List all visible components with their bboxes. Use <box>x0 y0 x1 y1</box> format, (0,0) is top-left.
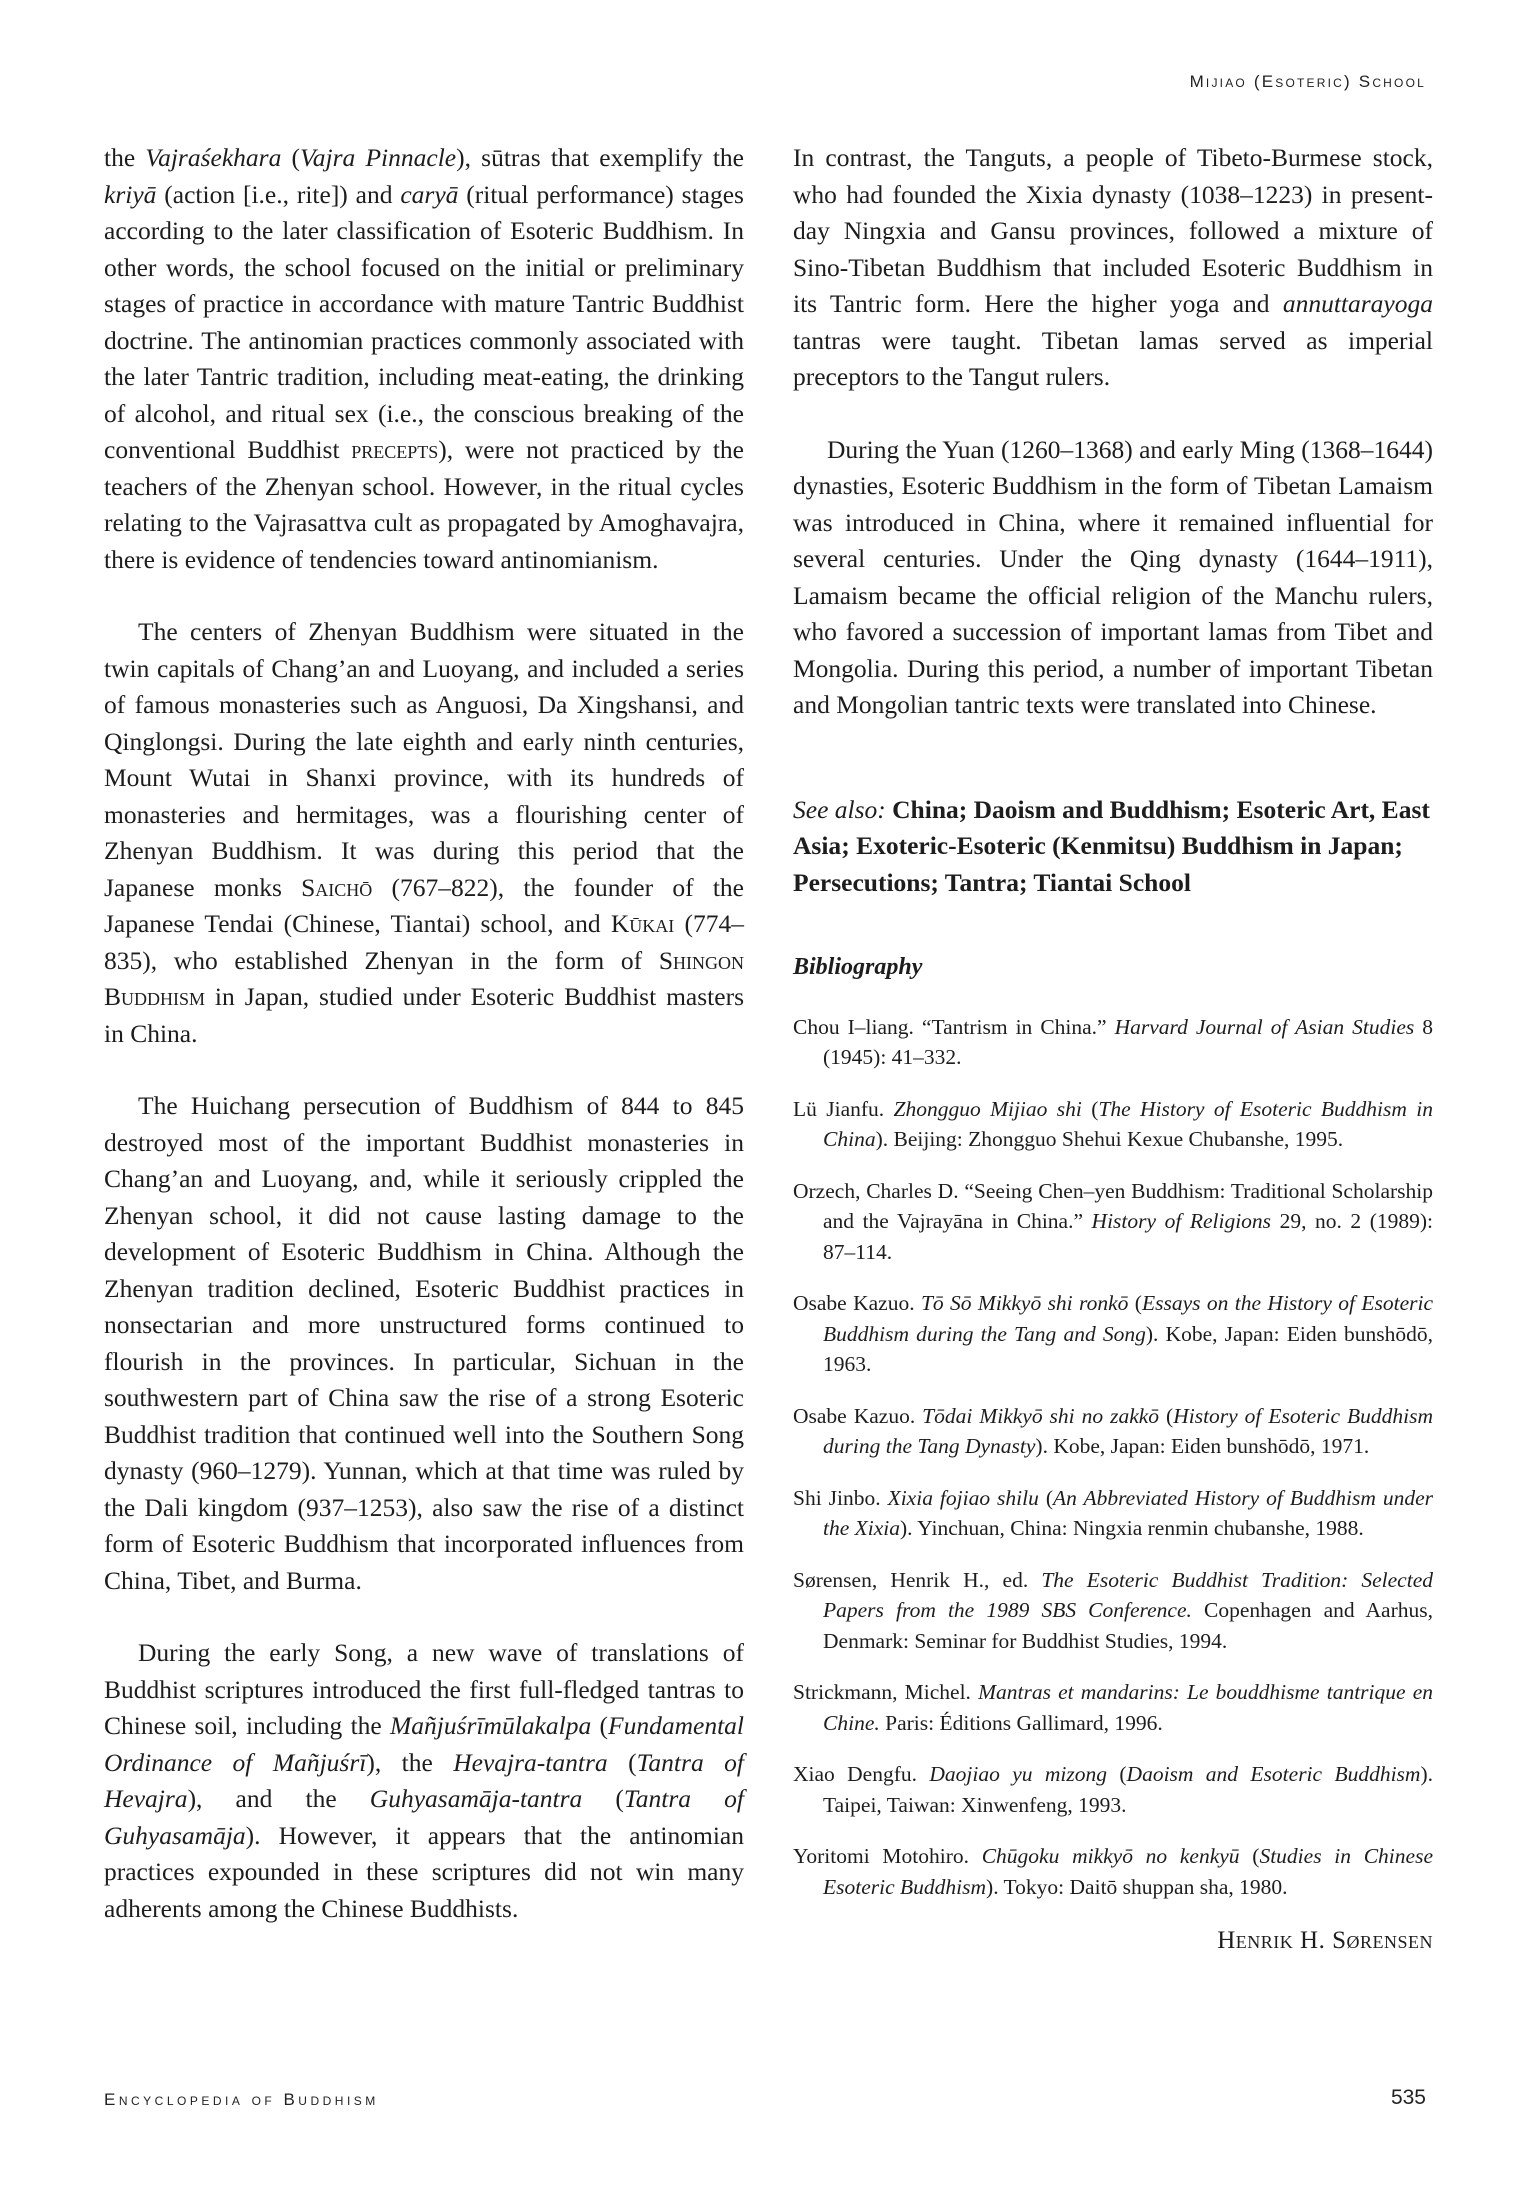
text-run: the <box>104 143 146 172</box>
see-also-link[interactable]: Tiantai School <box>1033 867 1191 897</box>
text-run: During the early Song, a new wave of translations of Buddhist scriptures introduced the first full-fledged tantras to Chinese soil, including the <box>104 1638 744 1740</box>
see-also-link[interactable]: Persecutions <box>793 867 931 897</box>
cross-reference-link[interactable]: Kūkai <box>610 909 675 938</box>
text-run: In contrast, the Tanguts, a people of Tibeto-Burmese stock, who had founded the Xixia dynasty (1038–1223) in present-day Ningxia and Gansu provinces, followed a mixture of Sino-Tibetan Buddhism that included Esoteric Buddhism in its Tantric form. Here the higher yoga and <box>793 143 1433 318</box>
see-also-link[interactable]: China <box>892 794 959 824</box>
italic-term: Mañjuśrīmūlakalpa <box>390 1711 592 1740</box>
left-column <box>104 140 744 1963</box>
see-also-link[interactable]: Esoteric Art, East Asia <box>793 794 1430 860</box>
cross-reference-link[interactable]: Saichō <box>301 872 373 902</box>
text-run: ), sūtras that exemplify the <box>456 143 744 172</box>
italic-term: Tantra of Hevajra <box>104 1747 744 1813</box>
text-run: (767–822), the founder of the Japanese Tendai (Chinese, Tiantai) school, and <box>104 872 744 938</box>
bibliography-entry: Lü Jianfu. Zhongguo Mijiao shi (The History of Esoteric Buddhism in China). Beijing: Zhongguo Shehui Kexue Chubanshe, 1995. <box>793 1096 1433 1151</box>
author-signature: Henrik H. Sørensen <box>1217 1927 1433 1954</box>
text-run: ). However, it appears that the antinomian practices expounded in these scriptures did not win many adherents among the Chinese Buddhists. <box>104 1820 744 1923</box>
text-run: The centers of Zhenyan Buddhism were situated in the twin capitals of Chang’an and Luoyang, and included a series of famous monasteries such as Anguosi, Da Xingshansi, and Qinglongsi. During the late eighth and early ninth centuries, Mount Wutai in Shanxi province, with its hundreds of monasteries and hermitages, was a flourishing center of Zhenyan Buddhism. It was during this period that the Japanese monks <box>104 617 744 902</box>
bibliography-entry: Chou I–liang. “Tantrism in China.” Harvard Journal of Asian Studies 8 (1945): 41–332. <box>793 1014 1433 1069</box>
italic-term: Vajraśekhara <box>145 143 282 172</box>
cross-reference-link[interactable]: precepts <box>351 435 439 464</box>
italic-term: Tantra of Guhyasamāja <box>104 1784 744 1850</box>
bibliography-entry: Shi Jinbo. Xixia fojiao shilu (An Abbreviated History of Buddhism under the Xixia). Yinchuan, China: Ningxia renmin chubanshe, 1988. <box>793 1485 1433 1540</box>
bibliography-entry: Osabe Kazuo. Tō Sō Mikkyō shi ronkō (Essays on the History of Esoteric Buddhism during the Tang and Song). Kobe, Japan: Eiden bunshōdō, 1963. <box>793 1291 1434 1376</box>
text-run: (774–835), who established Zhenyan in the form of <box>104 909 744 975</box>
bibliography-entry: Sørensen, Henrik H., ed. The Esoteric Buddhist Tradition: Selected Papers from the 1989 SBS Conference. Copenhagen and Aarhus, Denmark: Seminar for Buddhist Studies, 1994. <box>793 1567 1434 1653</box>
paragraph: The Huichang persecution of Buddhism of 844 to 845 destroyed most of the important Buddhist monasteries in Chang’an and Luoyang, and, while it seriously crippled the Zhenyan school, it did not cause lasting damage to the development of Esoteric Buddhism in China. Although the Zhenyan tradition declined, Esoteric Buddhist practices in nonsectarian and more unstructured forms continued to flourish in the provinces. In particular, Sichuan in the southwestern part of China saw the rise of a strong Esoteric Buddhist tradition that continued well into the Southern Song dynasty (960–1279). Yunnan, which at that time was ruled by the Dali kingdom (937–1253), also saw the rise of a distinct form of Esoteric Buddhism that incorporated influences from China, Tibet, and Burma. <box>104 1091 744 1595</box>
paragraph <box>793 140 1433 396</box>
text-run: (ritual performance) stages according to the later classification of Esoteric Buddhism. In other words, the school focused on the initial or preliminary stages of practice in accordance with mature Tantric Buddhist doctrine. The antinomian practices commonly associated with the later Tantric tradition, including meat-eating, the drinking of alcohol, and ritual sex (i.e., the conscious breaking of the conventional Buddhist <box>104 179 744 464</box>
cross-reference-link[interactable]: Shingon Buddhism <box>104 945 744 1011</box>
bibliography-entry: Orzech, Charles D. “Seeing Chen–yen Buddhism: Traditional Scholarship and the Vajrayāna in China.” History of Religions 29, no. 2 (1989): 87–114. <box>793 1178 1433 1264</box>
see-also-links: China; Daoism and Buddhism; Esoteric Art, East Asia; Exoteric-Esoteric (Kenmitsu) Buddhism in Japan; Persecutions; Tantra; Tiantai School <box>793 794 1430 897</box>
see-also-link[interactable]: Tantra <box>944 867 1019 897</box>
italic-term: annuttarayoga <box>1282 289 1433 318</box>
right-column <box>793 140 1433 1960</box>
see-also-label: See also: <box>793 794 886 824</box>
text-run: ), and the <box>187 1784 370 1813</box>
bibliography-entry: Osabe Kazuo. Tōdai Mikkyō shi no zakkō (History of Esoteric Buddhism during the Tang Dynasty). Kobe, Japan: Eiden bunshōdō, 1971. <box>793 1403 1433 1458</box>
footer-book-title: Encyclopedia of Buddhism <box>104 2090 379 2109</box>
italic-term: kriyā <box>104 179 157 209</box>
text-run: tantras were taught. Tibetan lamas served as imperial preceptors to the Tangut rulers. <box>793 325 1433 391</box>
text-run: ( <box>591 1711 609 1740</box>
italic-term: Guhyasamāja-tantra <box>369 1784 583 1813</box>
see-also <box>793 792 1433 902</box>
text-run: ( <box>582 1784 624 1813</box>
running-head: Mijiao (Esoteric) School <box>1189 72 1426 91</box>
see-also-link[interactable]: Exoteric-Esoteric (Kenmitsu) Buddhism in Japan <box>856 831 1395 860</box>
bibliography-entry: Yoritomi Motohiro. Chūgoku mikkyō no kenkyū (Studies in Chinese Esoteric Buddhism). Tokyo: Daitō shuppan sha, 1980. <box>793 1844 1433 1899</box>
paragraph <box>104 140 744 578</box>
see-also-link[interactable]: Daoism and Buddhism <box>973 794 1222 824</box>
page-number: 535 <box>1390 2086 1426 2109</box>
italic-term: Fundamental Ordinance of Mañjuśrī <box>104 1711 744 1777</box>
bibliography-heading: Bibliography <box>793 954 923 980</box>
paragraph <box>104 1635 744 1927</box>
italic-term: Hevajra-tantra <box>453 1747 608 1777</box>
italic-term: Vajra Pinnacle <box>300 143 457 172</box>
bibliography-entry: Strickmann, Michel. Mantras et mandarins: Le bouddhisme tantrique en Chine. Paris: Éditions Gallimard, 1996. <box>793 1680 1433 1735</box>
paragraph <box>104 614 744 1052</box>
bibliography-list <box>793 1012 1433 1903</box>
text-run: ), were not practiced by the teachers of the Zhenyan school. However, in the ritual cycles relating to the Vajrasattva cult as propagated by Amoghavajra, there is evidence of tendencies toward antinomianism. <box>104 435 744 574</box>
text-run: in Japan, studied under Esoteric Buddhist masters in China. <box>104 982 744 1048</box>
bibliography-entry: Xiao Dengfu. Daojiao yu mizong (Daoism and Esoteric Buddhism). Taipei, Taiwan: Xinwenfeng, 1993. <box>793 1762 1433 1817</box>
paragraph: During the Yuan (1260–1368) and early Ming (1368–1644) dynasties, Esoteric Buddhism in the form of Tibetan Lamaism was introduced in China, where it remained influential for several centuries. Under the Qing dynasty (1644–1911), Lamaism became the official religion of the Manchu rulers, who favored a succession of important lamas from Tibet and Mongolia. During this period, a number of important Tibetan and Mongolian tantric texts were translated into Chinese. <box>793 434 1433 719</box>
text-run: ( <box>281 143 301 172</box>
text-run: ), the <box>366 1747 454 1777</box>
text-run: ( <box>607 1747 637 1777</box>
italic-term: caryā <box>400 179 459 209</box>
text-run: (action [i.e., rite]) and <box>156 179 401 209</box>
